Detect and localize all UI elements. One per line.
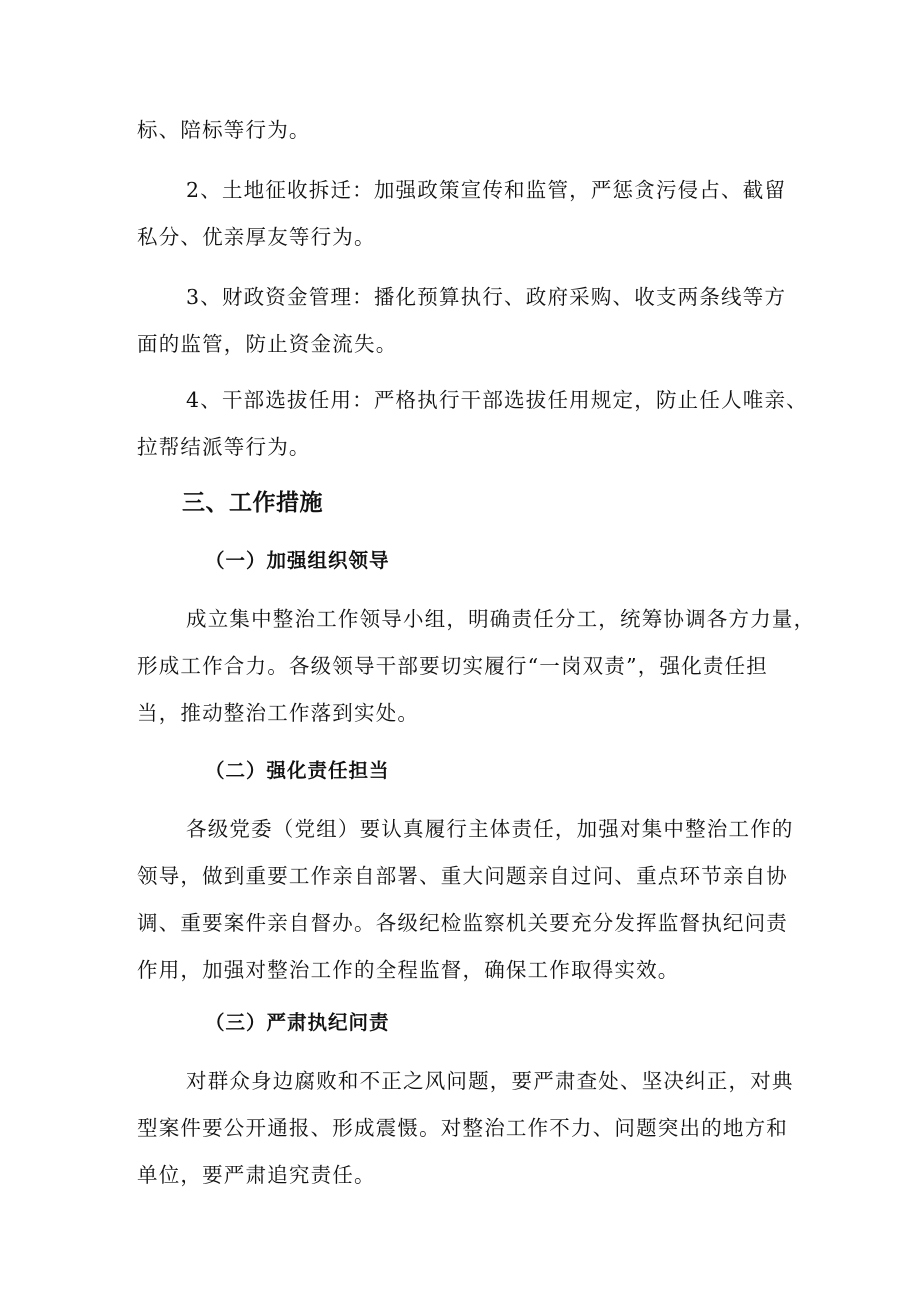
subsection-3-line-2: 型案件要公开通报、形成震慑。对整治工作不力、问题突出的地方和	[137, 1116, 788, 1140]
subsection-2-line-2: 领导，做到重要工作亲自部署、重大问题亲自过问、重点环节亲自协	[137, 864, 788, 888]
subsection-2-heading: （二）强化责任担当	[205, 759, 390, 782]
subsection-1-heading: （一）加强组织领导	[205, 549, 390, 572]
subsection-1-line-3: 当，推动整治工作落到实处。	[137, 701, 420, 725]
subsection-3-line-3: 单位，要严肃追究责任。	[137, 1163, 376, 1187]
subsection-2-line-3: 调、重要案件亲自督办。各级纪检监察机关要充分发挥监督执纪问责	[137, 911, 788, 935]
item-2-line-2: 私分、优亲厚友等行为。	[137, 225, 376, 249]
item-4-line-2: 拉帮结派等行为。	[137, 435, 311, 459]
item-2-line-1: 2、土地征收拆迁：加强政策宣传和监管，严惩贪污侵占、截留	[186, 178, 787, 202]
subsection-2-line-1: 各级党委（党组）要认真履行主体责任，加强对集中整治工作的	[186, 817, 794, 841]
item-4-line-1: 4、干部选拔任用：严格执行干部选拔任用规定，防止任人唯亲、	[186, 388, 808, 412]
item-3-line-2: 面的监管，防止资金流失。	[137, 332, 398, 356]
item-1-continuation: 标、陪标等行为。	[137, 118, 311, 142]
subsection-3-heading: （三）严肃执纪问责	[205, 1011, 390, 1034]
section-3-heading: 三、工作措施	[182, 490, 323, 516]
subsection-1-line-2: 形成工作合力。各级领导干部要切实履行“一岗双责”，强化责任担	[137, 654, 768, 678]
subsection-1-line-1: 成立集中整治工作领导小组，明确责任分工，统筹协调各方力量，	[186, 607, 816, 631]
item-3-line-1: 3、财政资金管理：播化预算执行、政府采购、收支两条线等方	[186, 285, 787, 309]
subsection-3-line-1: 对群众身边腐败和不正之风问题，要严肃查处、坚决纠正，对典	[186, 1069, 794, 1093]
subsection-2-line-4: 作用，加强对整治工作的全程监督，确保工作取得实效。	[137, 958, 680, 982]
